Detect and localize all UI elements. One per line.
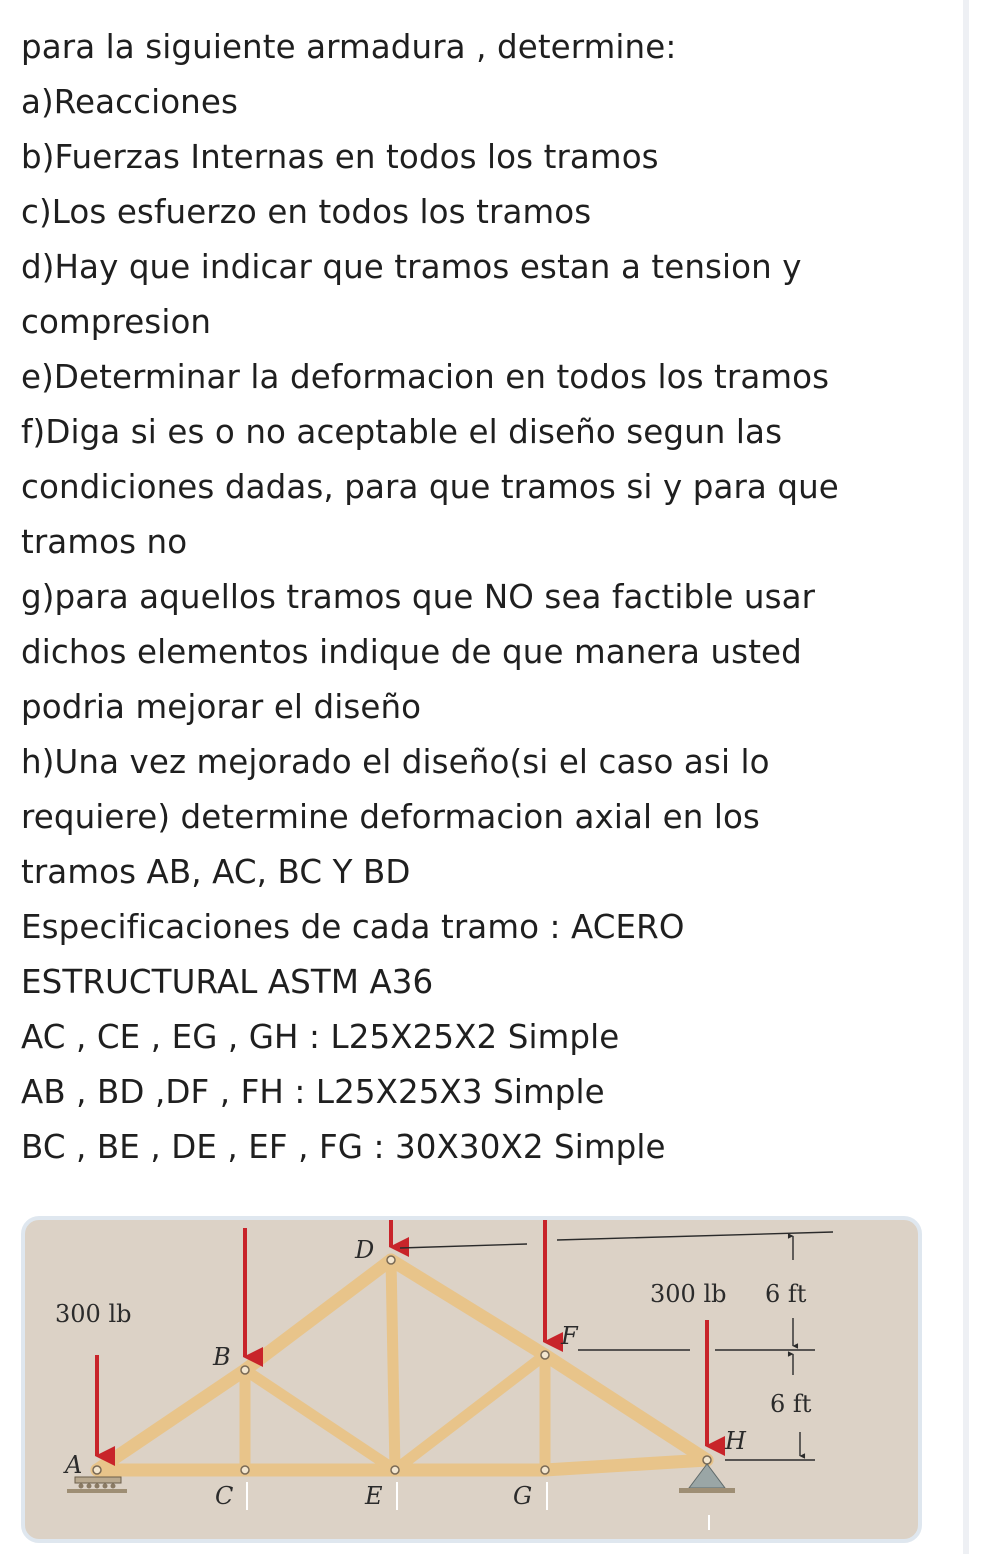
question-line: BC , BE , DE , EF , FG : 30X30X2 Simple: [21, 1128, 666, 1166]
member-de: [391, 1260, 395, 1470]
member-df: [391, 1260, 545, 1355]
node-label-a: A: [65, 1451, 83, 1479]
node-label-c: C: [215, 1482, 234, 1510]
member-gh: [545, 1460, 707, 1470]
member-be: [245, 1370, 395, 1470]
joint-g: [541, 1466, 549, 1474]
question-line: Especificaciones de cada tramo : ACERO: [21, 908, 685, 946]
load-arrows: [97, 1220, 707, 1456]
load-label-right: 300 lb: [650, 1280, 727, 1308]
joint-c: [241, 1466, 249, 1474]
joint-e: [391, 1466, 399, 1474]
question-line: b)Fuerzas Internas en todos los tramos: [21, 138, 659, 176]
joint-f: [541, 1351, 549, 1359]
support-a-icon: [67, 1477, 127, 1493]
question-line: AB , BD ,DF , FH : L25X25X3 Simple: [21, 1073, 605, 1111]
member-ab: [97, 1370, 245, 1470]
bottom-ticks: [247, 1482, 709, 1530]
joint-b: [241, 1366, 249, 1374]
question-line: tramos AB, AC, BC Y BD: [21, 853, 411, 891]
node-label-h: H: [725, 1427, 746, 1455]
truss-members: [97, 1260, 707, 1470]
scrollbar-track[interactable]: [963, 0, 969, 1554]
question-line: h)Una vez mejorado el diseño(si el caso asi lo: [21, 743, 770, 781]
question-line: compresion: [21, 303, 212, 341]
question-line: condiciones dadas, para que tramos si y para que: [21, 468, 839, 506]
dimension-lines: [400, 1232, 833, 1460]
truss-figure: [21, 1216, 922, 1543]
node-label-e: E: [365, 1482, 383, 1510]
question-line: e)Determinar la deformacion en todos los tramos: [21, 358, 830, 396]
joint-a: [93, 1466, 101, 1474]
support-h-icon: [679, 1464, 735, 1493]
member-fh: [545, 1355, 707, 1460]
joint-h: [703, 1456, 711, 1464]
node-label-b: B: [213, 1343, 231, 1371]
node-label-f: F: [561, 1322, 578, 1350]
question-line: a)Reacciones: [21, 83, 239, 121]
question-line: podria mejorar el diseño: [21, 688, 422, 726]
member-bd: [245, 1260, 391, 1370]
question-line: requiere) determine deformacion axial en los: [21, 798, 760, 836]
truss-joints: [93, 1256, 711, 1474]
load-label-left: 300 lb: [55, 1300, 132, 1328]
joint-d: [387, 1256, 395, 1264]
member-ef: [395, 1355, 545, 1470]
question-text: [21, 20, 951, 1175]
question-line: f)Diga si es o no aceptable el diseño segun las: [21, 413, 783, 451]
dimension-label-top: 6 ft: [765, 1280, 807, 1308]
question-line: c)Los esfuerzo en todos los tramos: [21, 193, 592, 231]
question-line: dichos elementos indique de que manera usted: [21, 633, 802, 671]
question-line: para la siguiente armadura , determine:: [21, 28, 677, 66]
dimension-label-bottom: 6 ft: [770, 1390, 812, 1418]
question-line: tramos no: [21, 523, 188, 561]
question-line: d)Hay que indicar que tramos estan a tension y: [21, 248, 802, 286]
question-line: g)para aquellos tramos que NO sea factible usar: [21, 578, 816, 616]
question-line: AC , CE , EG , GH : L25X25X2 Simple: [21, 1018, 620, 1056]
truss-diagram: [25, 1220, 918, 1539]
node-label-g: G: [513, 1482, 533, 1510]
question-line: ESTRUCTURAL ASTM A36: [21, 963, 434, 1001]
node-label-d: D: [355, 1236, 375, 1264]
